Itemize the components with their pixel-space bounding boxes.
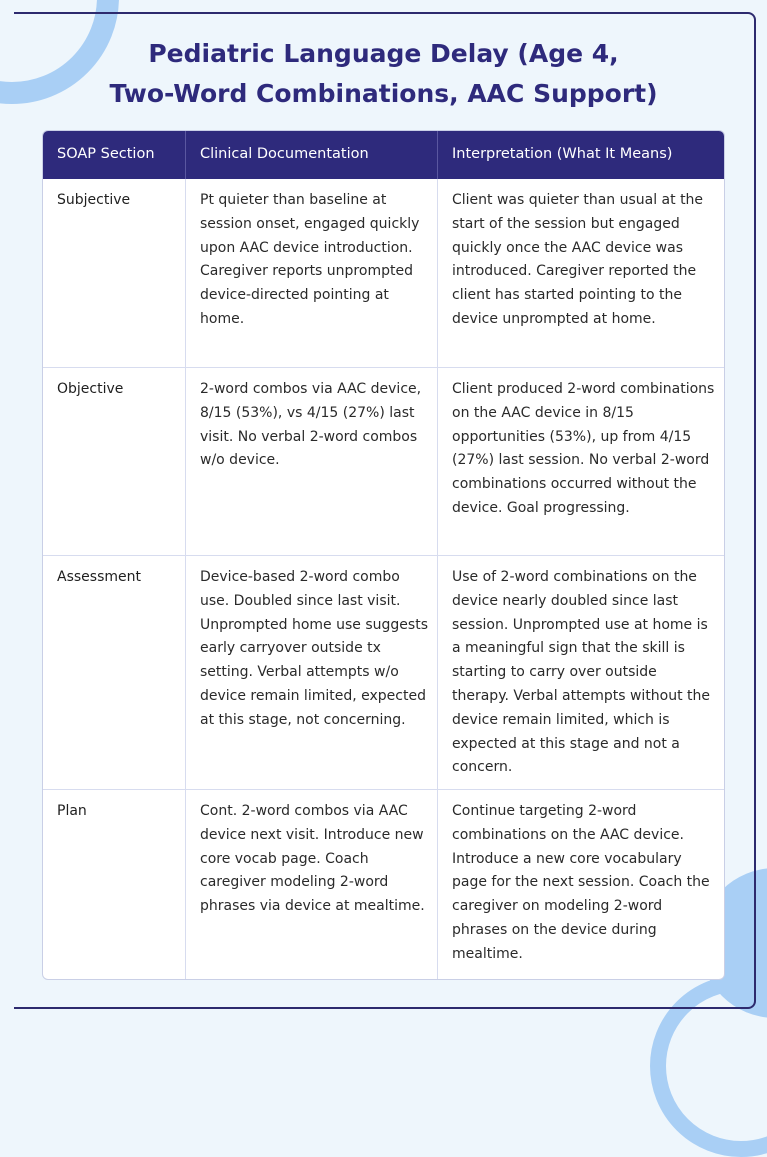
section-label: Plan xyxy=(43,790,186,979)
clinical-documentation-text: 2-word combos via AAC device, 8/15 (53%), vs 4/15 (27%) last visit. No verbal 2-word combos w/o device. xyxy=(186,368,438,555)
table-header-row xyxy=(43,131,724,179)
interpretation-text: Client produced 2-word combinations on the AAC device in 8/15 opportunities (53%), up from 4/15 (27%) last session. No verbal 2-word combinations occurred without the device. Goal progressing. xyxy=(452,381,715,516)
section-label: Subjective xyxy=(43,179,186,367)
soap-table xyxy=(42,130,725,980)
interpretation-text: Client was quieter than usual at the start of the session but engaged quickly once the AAC device was introduced. Caregiver reported the client has started pointing to the device unprompted at home. xyxy=(452,192,704,327)
title-line-2: Two-Word Combinations, AAC Support) xyxy=(109,79,658,108)
clinical-documentation-text: Cont. 2-word combos via AAC device next visit. Introduce new core vocab page. Coach caregiver modeling 2-word phrases via device at mealtime. xyxy=(186,790,438,979)
interpretation-text: Continue targeting 2-word combinations on the AAC device. Introduce a new core vocabulary page for the next session. Coach the caregiver on modeling 2-word phrases on the device during mealtime. xyxy=(452,803,710,962)
clinical-documentation-text: Device-based 2-word combo use. Doubled since last visit. Unprompted home use suggests early carryover outside tx setting. Verbal attempts w/o device remain limited, expected at this stage, not concerning. xyxy=(186,556,438,789)
header-interpretation: Interpretation (What It Means) xyxy=(452,146,673,162)
section-label: Objective xyxy=(43,368,186,555)
table-row-subjective xyxy=(43,179,724,368)
title-line-1: Pediatric Language Delay (Age 4, xyxy=(148,39,619,68)
table-row-objective xyxy=(43,368,724,556)
page-title xyxy=(30,34,737,114)
table-row-assessment xyxy=(43,556,724,790)
interpretation-text: Use of 2-word combinations on the device nearly doubled since last session. Unprompted use at home is a meaningful sign that the skill is starting to carry over outside therapy. Verbal attempts without the device remain limited, which is expected at this stage and not a concern. xyxy=(452,569,711,776)
table-row-plan xyxy=(43,790,724,979)
section-label: Assessment xyxy=(43,556,186,789)
clinical-documentation-text: Pt quieter than baseline at session onset, engaged quickly upon AAC device introduction. Caregiver reports unprompted device-directed pointing at home. xyxy=(186,179,438,367)
header-soap-section: SOAP Section xyxy=(43,131,186,179)
header-clinical-documentation: Clinical Documentation xyxy=(186,131,438,179)
